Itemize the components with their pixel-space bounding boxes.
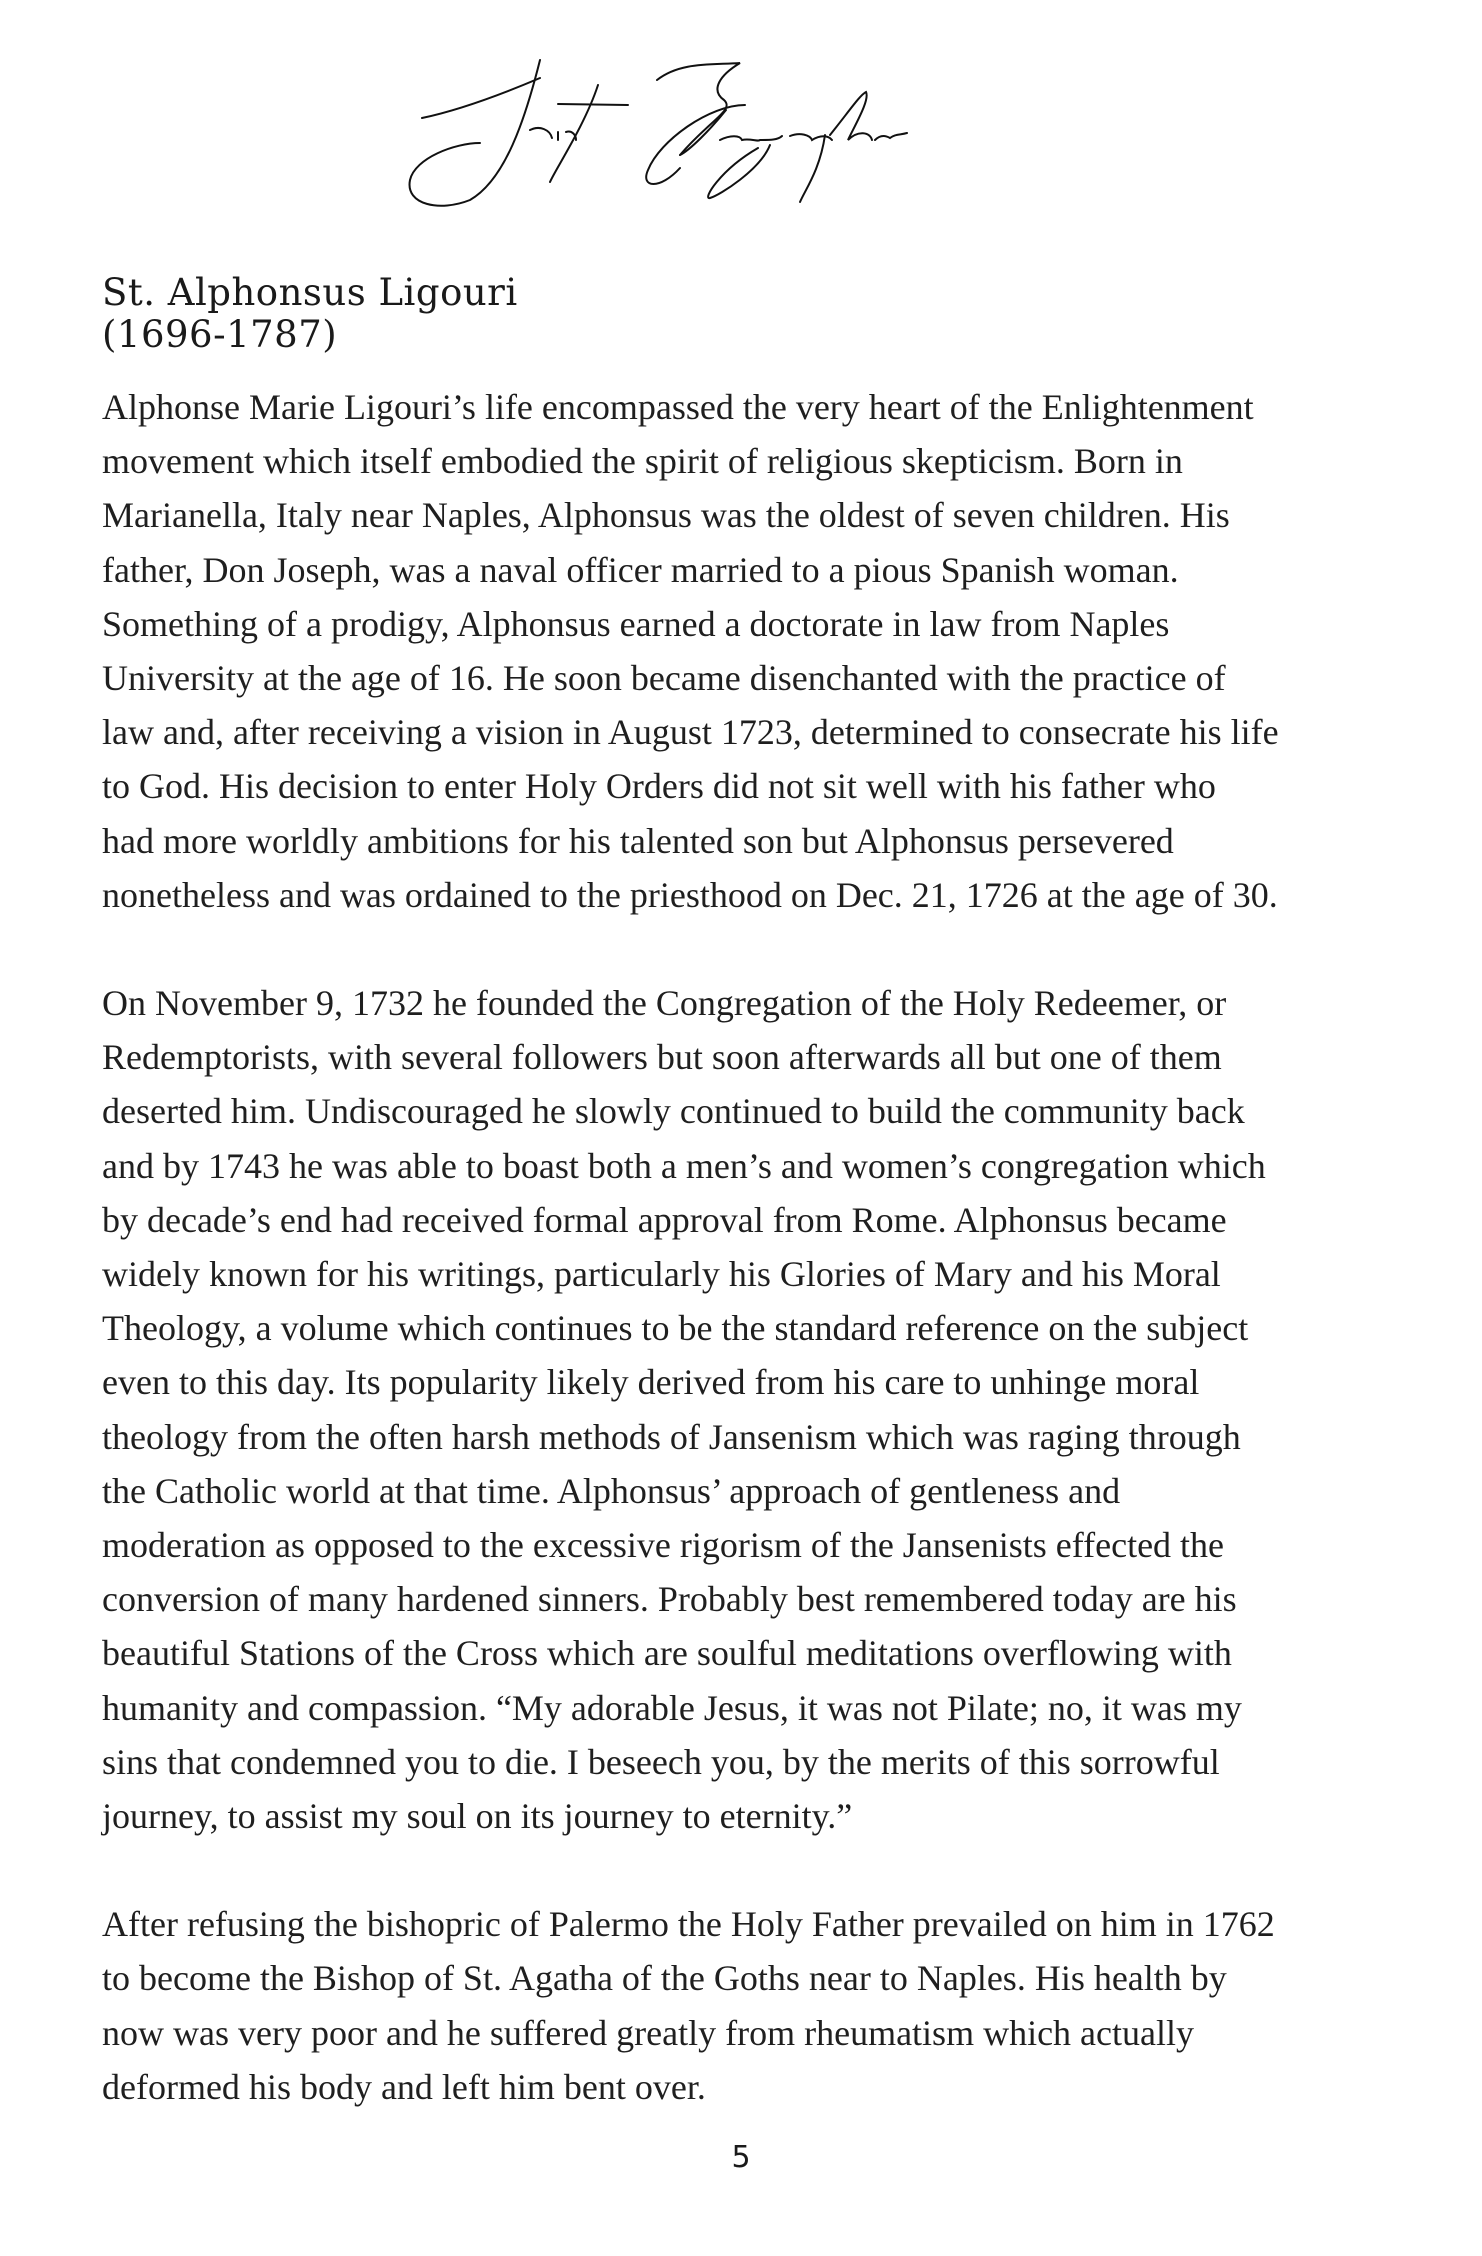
text-line: Alphonse Marie Ligouri’s life encompassed the very heart of the Enlightenment (102, 387, 1254, 427)
text-line: journey, to assist my soul on its journey to eternity.” (102, 1795, 853, 1836)
saint-lifespan: (1696-1787) (102, 313, 338, 356)
handwritten-title-graphic (380, 40, 1140, 230)
text-line: and by 1743 he was able to boast both a men’s and women’s congregation which (102, 1145, 1266, 1186)
biography-body (102, 380, 1402, 2114)
text-line: Something of a prodigy, Alphonsus earned a doctorate in law from Naples (102, 603, 1170, 644)
text-line: law and, after receiving a vision in August 1723, determined to consecrate his life (102, 712, 1279, 753)
text-line: widely known for his writings, particularly his Glories of Mary and his Moral (102, 1254, 1221, 1294)
text-line: theology from the often harsh methods of Jansenism which was raging through (102, 1416, 1241, 1457)
text-line: Marianella, Italy near Naples, Alphonsus was the oldest of seven children. His (102, 495, 1230, 536)
paragraph-2 (102, 976, 1402, 1843)
paragraph-gap (102, 922, 1402, 976)
text-line: even to this day. Its popularity likely derived from his care to unhinge moral (102, 1362, 1200, 1403)
text-line: now was very poor and he suffered greatly from rheumatism which actually (102, 2012, 1194, 2053)
text-line: humanity and compassion. “My adorable Jesus, it was not Pilate; no, it was my (102, 1687, 1242, 1728)
text-line: the Catholic world at that time. Alphonsus’ approach of gentleness and (102, 1470, 1121, 1511)
text-line: father, Don Joseph, was a naval officer married to a pious Spanish woman. (102, 549, 1179, 590)
text-line: to become the Bishop of St. Agatha of the Goths near to Naples. His health by (102, 1958, 1227, 1999)
script-title-saint-biographies (380, 40, 1140, 230)
paragraph-3 (102, 1897, 1402, 2114)
page-number: 5 (731, 2140, 751, 2175)
text-line: beautiful Stations of the Cross which are soulful meditations overflowing with (102, 1633, 1232, 1674)
paragraph-gap (102, 1843, 1402, 1897)
text-line: moderation as opposed to the excessive rigorism of the Jansenists effected the (102, 1524, 1225, 1565)
text-line: nonetheless and was ordained to the priesthood on Dec. 21, 1726 at the age of 30. (102, 874, 1278, 915)
text-line: sins that condemned you to die. I beseech you, by the merits of this sorrowful (102, 1741, 1220, 1782)
text-line: deformed his body and left him bent over. (102, 2066, 706, 2107)
text-line: deserted him. Undiscouraged he slowly continued to build the community back (102, 1091, 1245, 1132)
text-line: by decade’s end had received formal approval from Rome. Alphonsus became (102, 1199, 1227, 1240)
paragraph-1 (102, 380, 1402, 922)
text-line: to God. His decision to enter Holy Orders did not sit well with his father who (102, 766, 1216, 807)
text-line: conversion of many hardened sinners. Probably best remembered today are his (102, 1579, 1237, 1620)
text-line: University at the age of 16. He soon became disenchanted with the practice of (102, 657, 1226, 698)
text-line: movement which itself embodied the spirit of religious skepticism. Born in (102, 441, 1183, 482)
text-line: Theology, a volume which continues to be the standard reference on the subject (102, 1308, 1249, 1349)
saint-name-heading (102, 272, 518, 356)
text-line: had more worldly ambitions for his talented son but Alphonsus persevered (102, 820, 1174, 861)
text-line: On November 9, 1732 he founded the Congregation of the Holy Redeemer, or (102, 983, 1227, 1024)
saint-name: St. Alphonsus Ligouri (102, 271, 518, 314)
text-line: After refusing the bishopric of Palermo the Holy Father prevailed on him in 1762 (102, 1904, 1275, 1945)
text-line: Redemptorists, with several followers but soon afterwards all but one of them (102, 1037, 1222, 1078)
